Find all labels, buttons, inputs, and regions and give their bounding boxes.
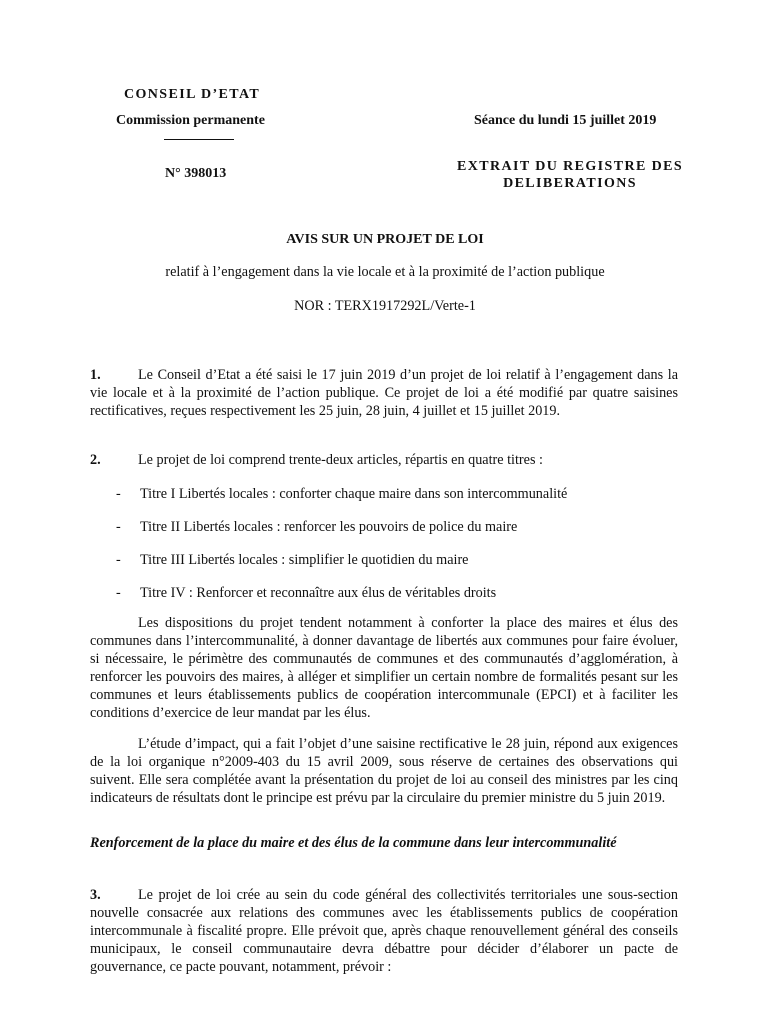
paragraph-number: 2. xyxy=(90,452,101,468)
case-number: N° 398013 xyxy=(165,166,227,181)
list-item xyxy=(116,485,676,503)
bill-subject: relatif à l’engagement dans la vie locale et à la proximité de l’action publique xyxy=(165,264,605,280)
nor-reference: NOR : TERX1917292L/Verte-1 xyxy=(294,298,476,314)
list-item xyxy=(116,551,676,569)
paragraph-text: Le projet de loi comprend trente-deux articles, répartis en quatre titres : xyxy=(138,452,543,468)
section-heading: Renforcement de la place du maire et des élus de la commune dans leur intercommunalité xyxy=(90,835,617,851)
list-item-text: Titre I Libertés locales : conforter chaque maire dans son intercommunalité xyxy=(140,486,568,502)
paragraph-2 xyxy=(90,451,678,469)
paragraph-impact-study: L’étude d’impact, qui a fait l’objet d’une saisine rectificative le 28 juin, répond aux exigences de la loi organique n°2009-403 du 15 avril 2009, sous réserve de certaines des observations qui suivent. Elle sera complétée avant la présentation du projet de loi au conseil des ministres par les cinq indicateurs de résultats dont le principe est prévu par la circulaire du premier ministre du 5 juin 2019. xyxy=(90,736,678,806)
list-item-text: Titre III Libertés locales : simplifier le quotidien du maire xyxy=(140,552,469,568)
paragraph-dispositions: Les dispositions du projet tendent notamment à conforter la place des maires et élus des communes dans l’intercommunalité, à donner davantage de libertés aux communes pour faire évoluer, si nécessaire, le périmètre des communautés de communes et des communautés d’agglomération, à renforcer les pouvoirs des maires, à alléger et simplifier un certain nombre de formalités pesant sur les communes et leurs établissements publics de coopération intercommunale (EPCI) et à faciliter les conditions d’exercice de leur mandat par les élus. xyxy=(90,615,678,721)
paragraph-text: Le projet de loi crée au sein du code général des collectivités territoriales une sous-section nouvelle consacrée aux relations des communes avec les établissements publics de coopération intercommunale à fiscalité propre. Elle prévoit que, après chaque renouvellement général des conseils municipaux, le conseil communautaire devra débattre pour décider d’élaborer un pacte de gouvernance, ce pacte pouvant, notamment, prévoir : xyxy=(90,887,678,975)
session-date: Séance du lundi 15 juillet 2019 xyxy=(474,113,657,128)
list-item-text: Titre II Libertés locales : renforcer les pouvoirs de police du maire xyxy=(140,519,518,535)
list-item-text: Titre IV : Renforcer et reconnaître aux élus de véritables droits xyxy=(140,585,497,601)
commission-name: Commission permanente xyxy=(116,113,265,128)
list-item xyxy=(116,584,676,602)
dash-marker: - xyxy=(116,486,121,502)
council-title: CONSEIL D’ETAT xyxy=(124,87,261,102)
paragraph-text: Le Conseil d’Etat a été saisi le 17 juin 2019 d’un projet de loi relatif à l’engagement dans la vie locale et à la proximité de l’action publique. Ce projet de loi a été modifié par quatre saisines rectificatives, reçues respectivement les 25 juin, 28 juin, 4 juillet et 15 juillet 2019. xyxy=(90,367,678,419)
header-divider xyxy=(164,139,234,140)
dash-marker: - xyxy=(116,519,121,535)
opinion-title: AVIS SUR UN PROJET DE LOI xyxy=(286,232,484,247)
paragraph-number: 1. xyxy=(90,367,101,383)
paragraph-1 xyxy=(90,366,678,420)
dash-marker: - xyxy=(116,585,121,601)
dash-marker: - xyxy=(116,552,121,568)
register-extract-title: EXTRAIT DU REGISTRE DES DELIBERATIONS xyxy=(456,159,684,191)
paragraph-number: 3. xyxy=(90,887,101,903)
list-item xyxy=(116,518,676,536)
paragraph-3 xyxy=(90,886,678,976)
